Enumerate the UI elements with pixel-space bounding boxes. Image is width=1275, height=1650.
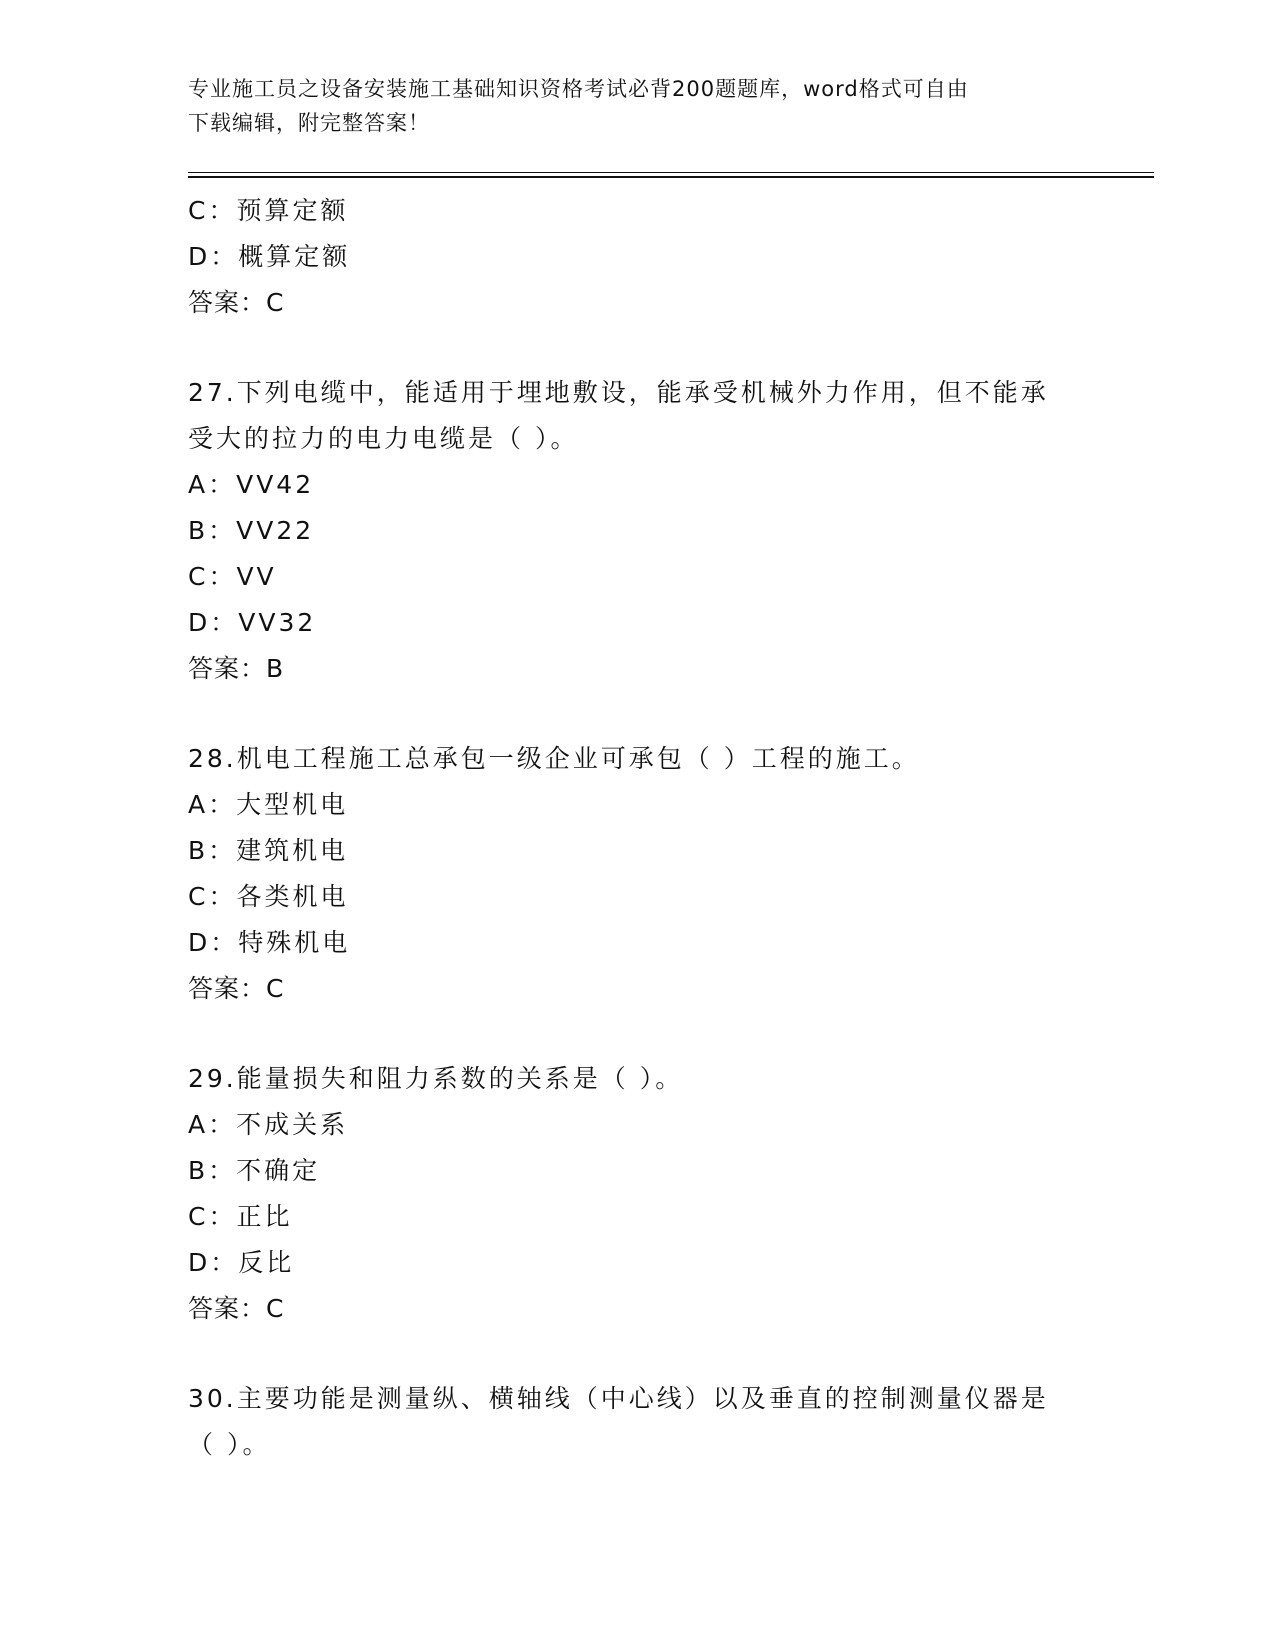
question-text: 28.机电工程施工总承包一级企业可承包（ ）工程的施工。 [188,744,920,773]
option-c: C：VV [188,562,277,591]
question-text: 27.下列电缆中，能适用于埋地敷设，能承受机械外力作用，但不能承 [188,378,1049,407]
question-text: （ ）。 [188,1430,271,1459]
header-line-2: 下载编辑，附完整答案！ [188,111,430,135]
question-27 [188,370,1088,692]
option-b: B：建筑机电 [188,836,349,865]
answer-line: 答案：C [188,1294,285,1323]
answer-line: 答案：B [188,654,285,683]
option-c: C：预算定额 [188,196,349,225]
spacer [188,1012,1088,1056]
option-c: C：各类机电 [188,882,349,911]
option-d: D：特殊机电 [188,928,351,957]
option-a: A：不成关系 [188,1110,349,1139]
question-text: 受大的拉力的电力电缆是（ ）。 [188,424,579,453]
option-b: B：VV22 [188,516,315,545]
question-30 [188,1376,1088,1468]
question-29 [188,1056,1088,1332]
partial-question [188,188,1088,326]
option-a: A：大型机电 [188,790,349,819]
spacer [188,692,1088,736]
document-header [188,72,1068,140]
spacer [188,326,1088,370]
spacer [188,1332,1088,1376]
question-text: 29.能量损失和阻力系数的关系是（ ）。 [188,1064,684,1093]
question-content [188,188,1088,1468]
question-text: 30.主要功能是测量纵、横轴线（中心线）以及垂直的控制测量仪器是 [188,1384,1049,1413]
option-d: D：概算定额 [188,242,351,271]
option-a: A：VV42 [188,470,315,499]
answer-line: 答案：C [188,288,285,317]
question-28 [188,736,1088,1012]
option-d: D：VV32 [188,608,317,637]
header-rule-thick [188,176,1154,178]
option-d: D：反比 [188,1248,295,1277]
option-b: B：不确定 [188,1156,321,1185]
option-c: C：正比 [188,1202,293,1231]
answer-line: 答案：C [188,974,285,1003]
header-rule-thin [188,172,1154,173]
header-line-1: 专业施工员之设备安装施工基础知识资格考试必背200题题库，word格式可自由 [188,77,969,101]
